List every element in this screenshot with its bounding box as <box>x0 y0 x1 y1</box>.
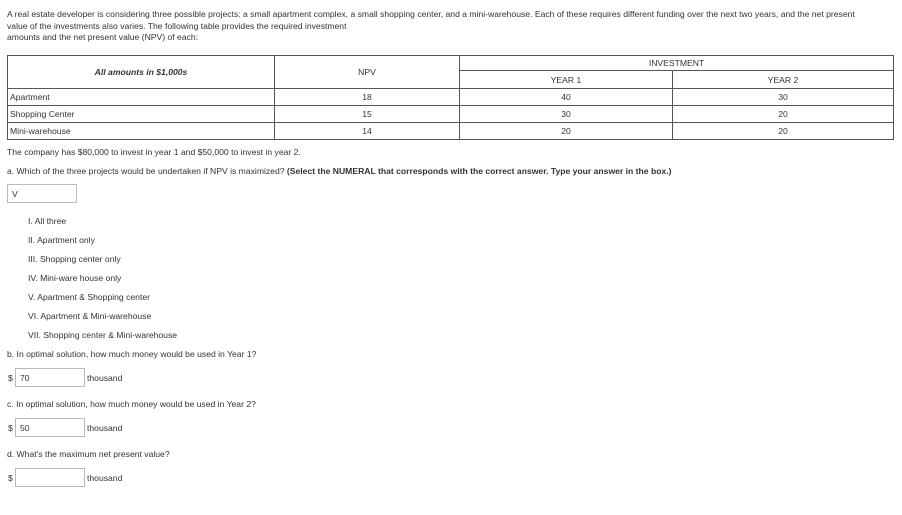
table-row <box>8 89 894 106</box>
question-b: b. In optimal solution, how much money would be used in Year 1? <box>7 349 257 359</box>
answer-a-input[interactable] <box>7 184 77 203</box>
npv-header: NPV <box>275 56 460 89</box>
amounts-note: All amounts in $1,000s <box>8 56 275 89</box>
npv-value: 14 <box>275 123 460 140</box>
currency-symbol-d: $ <box>8 473 13 483</box>
question-a <box>7 166 672 177</box>
currency-symbol-c: $ <box>8 423 13 433</box>
question-c: c. In optimal solution, how much money would be used in Year 2? <box>7 399 256 409</box>
intro-line-1: A real estate developer is considering three possible projects: a small apartment complex, a small shopping center, and a mini-warehouse. Each of these requires different funding over the next two years, and the net present <box>7 9 855 19</box>
table-header-row-1 <box>8 56 894 71</box>
option-i: I. All three <box>28 216 67 226</box>
option-vi: VI. Apartment & Mini-warehouse <box>28 311 152 321</box>
question-a-text: a. Which of the three projects would be undertaken if NPV is maximized? <box>7 166 287 176</box>
unit-label-d: thousand <box>87 473 123 483</box>
intro-line-2: value of the investments also varies. The following table provides the required investment <box>7 20 347 31</box>
question-a-instruction: (Select the NUMERAL that corresponds with the correct answer. Type your answer in the box.) <box>286 166 672 176</box>
answer-d-input[interactable] <box>15 468 85 487</box>
option-v: V. Apartment & Shopping center <box>28 292 150 302</box>
unit-label-b: thousand <box>87 373 123 383</box>
option-vii: VII. Shopping center & Mini-warehouse <box>28 330 178 340</box>
answer-b-input[interactable] <box>15 368 85 387</box>
investment-header: INVESTMENT <box>460 56 894 71</box>
intro-line-3: amounts and the net present value (NPV) of each: <box>7 32 199 42</box>
project-name: Mini-warehouse <box>8 123 275 140</box>
investment-table <box>7 55 894 140</box>
option-iv: IV. Mini-ware house only <box>28 273 122 283</box>
option-iii: III. Shopping center only <box>28 254 121 264</box>
table-row <box>8 106 894 123</box>
currency-symbol-b: $ <box>8 373 13 383</box>
option-ii: II. Apartment only <box>28 235 95 245</box>
year2-header: YEAR 2 <box>673 71 894 89</box>
year1-value: 30 <box>460 106 673 123</box>
budget-text: The company has $80,000 to invest in year 1 and $50,000 to invest in year 2. <box>7 147 301 157</box>
year1-value: 40 <box>460 89 673 106</box>
project-name: Shopping Center <box>8 106 275 123</box>
year1-value: 20 <box>460 123 673 140</box>
year2-value: 20 <box>673 123 894 140</box>
question-d: d. What's the maximum net present value? <box>7 449 170 459</box>
npv-value: 18 <box>275 89 460 106</box>
year1-header: YEAR 1 <box>460 71 673 89</box>
npv-value: 15 <box>275 106 460 123</box>
year2-value: 30 <box>673 89 894 106</box>
year2-value: 20 <box>673 106 894 123</box>
unit-label-c: thousand <box>87 423 123 433</box>
table-row <box>8 123 894 140</box>
answer-c-input[interactable] <box>15 418 85 437</box>
project-name: Apartment <box>8 89 275 106</box>
problem-intro <box>7 9 892 44</box>
